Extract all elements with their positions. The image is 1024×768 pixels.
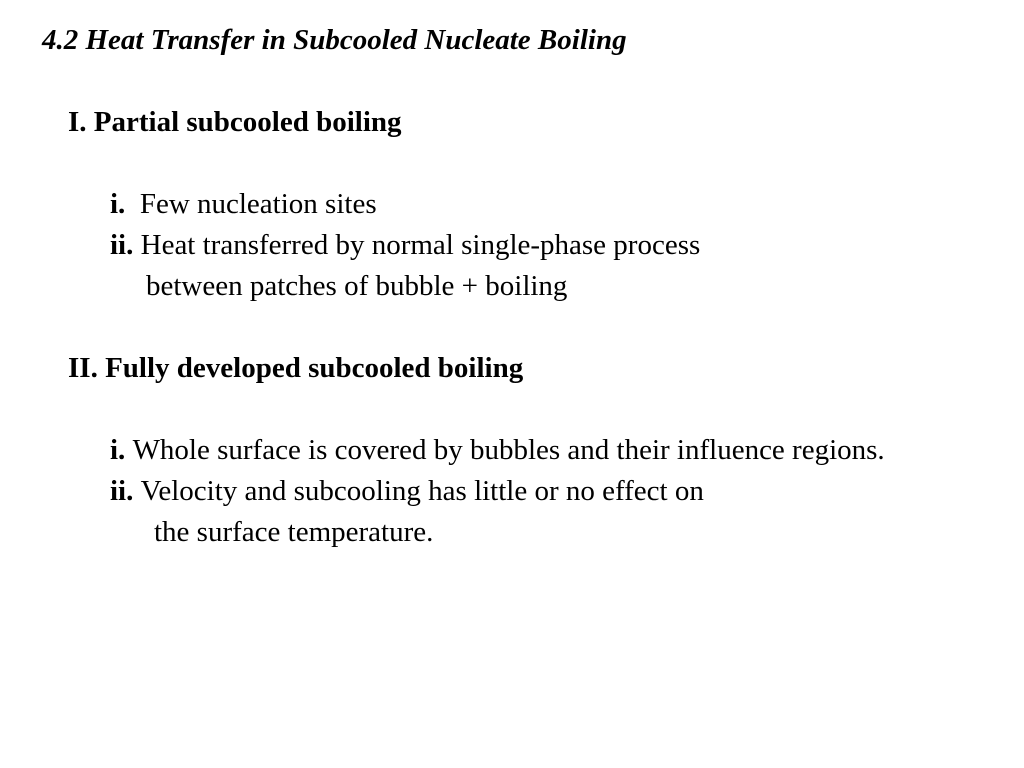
section-heading-partial-subcooled-boiling: I. Partial subcooled boiling xyxy=(68,106,402,138)
item-text: Whole surface is covered by bubbles and their influence regions. xyxy=(132,434,885,466)
item-text: Velocity and subcooling has little or no effect on xyxy=(140,475,704,507)
list-item xyxy=(110,474,704,508)
list-item xyxy=(110,228,700,262)
slide-title: 4.2 Heat Transfer in Subcooled Nucleate Boiling xyxy=(42,24,627,56)
list-item xyxy=(110,187,377,221)
item-marker: i. xyxy=(110,188,126,220)
item-continuation: the surface temperature. xyxy=(154,516,434,548)
section-heading-fully-developed-subcooled-boiling: II. Fully developed subcooled boiling xyxy=(68,352,524,384)
item-text: Heat transferred by normal single-phase process xyxy=(140,229,701,261)
item-continuation: between patches of bubble + boiling xyxy=(146,270,568,302)
item-marker: i. xyxy=(110,434,126,466)
item-marker: ii. xyxy=(110,229,134,261)
list-item xyxy=(110,433,885,467)
item-marker: ii. xyxy=(110,475,134,507)
item-text: Few nucleation sites xyxy=(139,188,377,220)
